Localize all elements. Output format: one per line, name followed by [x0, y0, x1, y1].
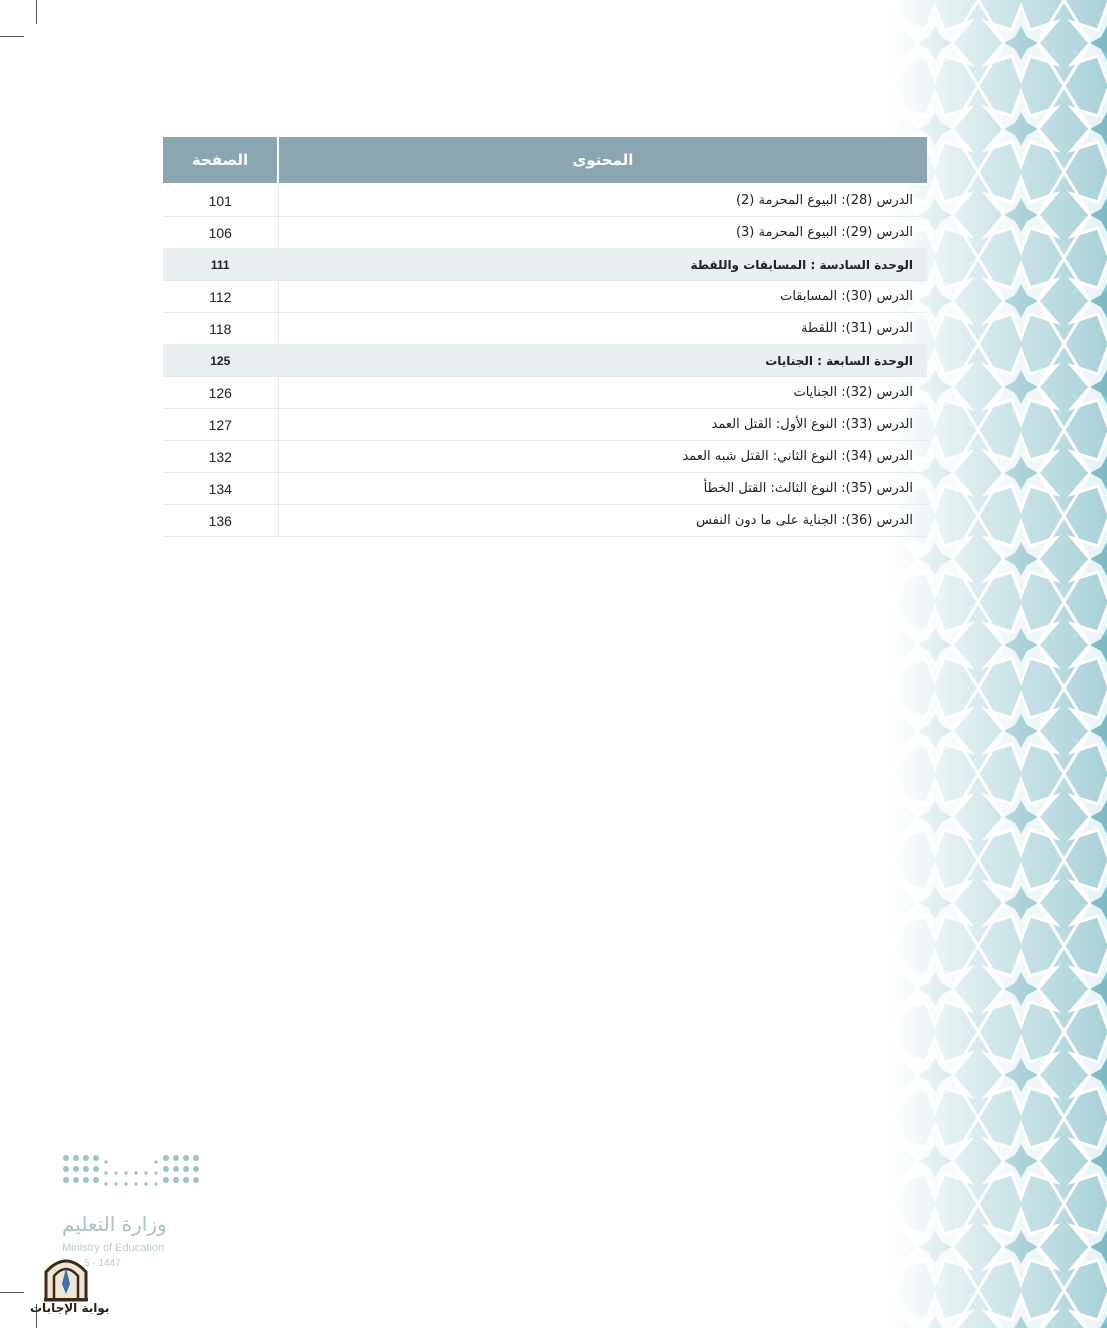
logo-dot	[154, 1182, 157, 1185]
row-page-number: 127	[163, 409, 278, 441]
lesson-row	[163, 473, 927, 505]
row-content: الدرس (29): البيوع المحرمة (3)	[278, 217, 927, 249]
row-content: الوحدة السابعة : الجنايات	[278, 345, 927, 377]
logo-dot	[93, 1155, 99, 1161]
lesson-row	[163, 281, 927, 313]
header-page: الصفحة	[163, 137, 278, 184]
row-page-number: 132	[163, 441, 278, 473]
lesson-row	[163, 505, 927, 537]
unit-row	[163, 345, 927, 377]
gate-logo-icon	[40, 1254, 92, 1302]
header-content: المحتوى	[278, 137, 927, 184]
logo-dot	[173, 1177, 179, 1183]
row-page-number: 112	[163, 281, 278, 313]
row-content: الوحدة السادسة : المسابقات واللقطة	[278, 249, 927, 281]
row-page-number: 126	[163, 377, 278, 409]
logo-dot	[183, 1177, 189, 1183]
logo-dot	[154, 1171, 157, 1174]
lesson-row	[163, 217, 927, 249]
crop-mark	[0, 36, 24, 37]
row-page-number: 101	[163, 184, 278, 217]
logo-dot	[134, 1182, 137, 1185]
row-page-number: 106	[163, 217, 278, 249]
unit-row	[163, 249, 927, 281]
ministry-name-arabic: وزارة التعليم	[62, 1212, 167, 1236]
row-content: الدرس (32): الجنايات	[278, 377, 927, 409]
logo-dot	[163, 1177, 169, 1183]
logo-dot	[73, 1177, 79, 1183]
crop-mark	[0, 1292, 24, 1293]
logo-dot	[104, 1160, 107, 1163]
logo-dot	[124, 1171, 127, 1174]
logo-dot	[163, 1155, 169, 1161]
logo-dot	[73, 1155, 79, 1161]
row-content: الدرس (36): الجناية على ما دون النفس	[278, 505, 927, 537]
watermark-site-name: بوابة الإجابات	[30, 1301, 110, 1315]
logo-dot	[193, 1177, 199, 1183]
row-page-number: 111	[163, 249, 278, 281]
logo-dot	[124, 1182, 127, 1185]
logo-dot	[173, 1155, 179, 1161]
logo-dot	[163, 1166, 169, 1172]
row-content: الدرس (30): المسابقات	[278, 281, 927, 313]
ministry-logo-dots	[60, 1152, 210, 1202]
logo-dot	[93, 1177, 99, 1183]
lesson-row	[163, 409, 927, 441]
row-content: الدرس (31): اللقطة	[278, 313, 927, 345]
row-content: الدرس (28): البيوع المحرمة (2)	[278, 184, 927, 217]
logo-dot	[193, 1166, 199, 1172]
ministry-year: 5 - 1447	[84, 1258, 121, 1269]
contents-table	[163, 137, 927, 537]
row-content: الدرس (33): النوع الأول: القتل العمد	[278, 409, 927, 441]
row-page-number: 134	[163, 473, 278, 505]
logo-dot	[183, 1166, 189, 1172]
logo-dot	[193, 1155, 199, 1161]
logo-dot	[144, 1182, 147, 1185]
logo-dot	[73, 1166, 79, 1172]
row-content: الدرس (34): النوع الثاني: القتل شبه العمد	[278, 441, 927, 473]
logo-dot	[93, 1166, 99, 1172]
logo-dot	[144, 1171, 147, 1174]
lesson-row	[163, 441, 927, 473]
logo-dot	[173, 1166, 179, 1172]
row-page-number: 118	[163, 313, 278, 345]
logo-dot	[83, 1155, 89, 1161]
lesson-row	[163, 184, 927, 217]
logo-dot	[183, 1155, 189, 1161]
logo-dot	[104, 1171, 107, 1174]
row-page-number: 136	[163, 505, 278, 537]
logo-dot	[63, 1155, 69, 1161]
logo-dot	[63, 1177, 69, 1183]
logo-dot	[114, 1171, 117, 1174]
row-content: الدرس (35): النوع الثالث: القتل الخطأ	[278, 473, 927, 505]
lesson-row	[163, 313, 927, 345]
table-header-row	[163, 137, 927, 184]
logo-dot	[83, 1166, 89, 1172]
logo-dot	[154, 1160, 157, 1163]
logo-dot	[63, 1166, 69, 1172]
ministry-name-english: Ministry of Education	[62, 1242, 165, 1254]
lesson-row	[163, 377, 927, 409]
logo-dot	[114, 1182, 117, 1185]
table-body	[163, 184, 927, 537]
row-page-number: 125	[163, 345, 278, 377]
crop-mark	[36, 0, 37, 24]
logo-dot	[83, 1177, 89, 1183]
logo-dot	[104, 1182, 107, 1185]
logo-dot	[134, 1171, 137, 1174]
